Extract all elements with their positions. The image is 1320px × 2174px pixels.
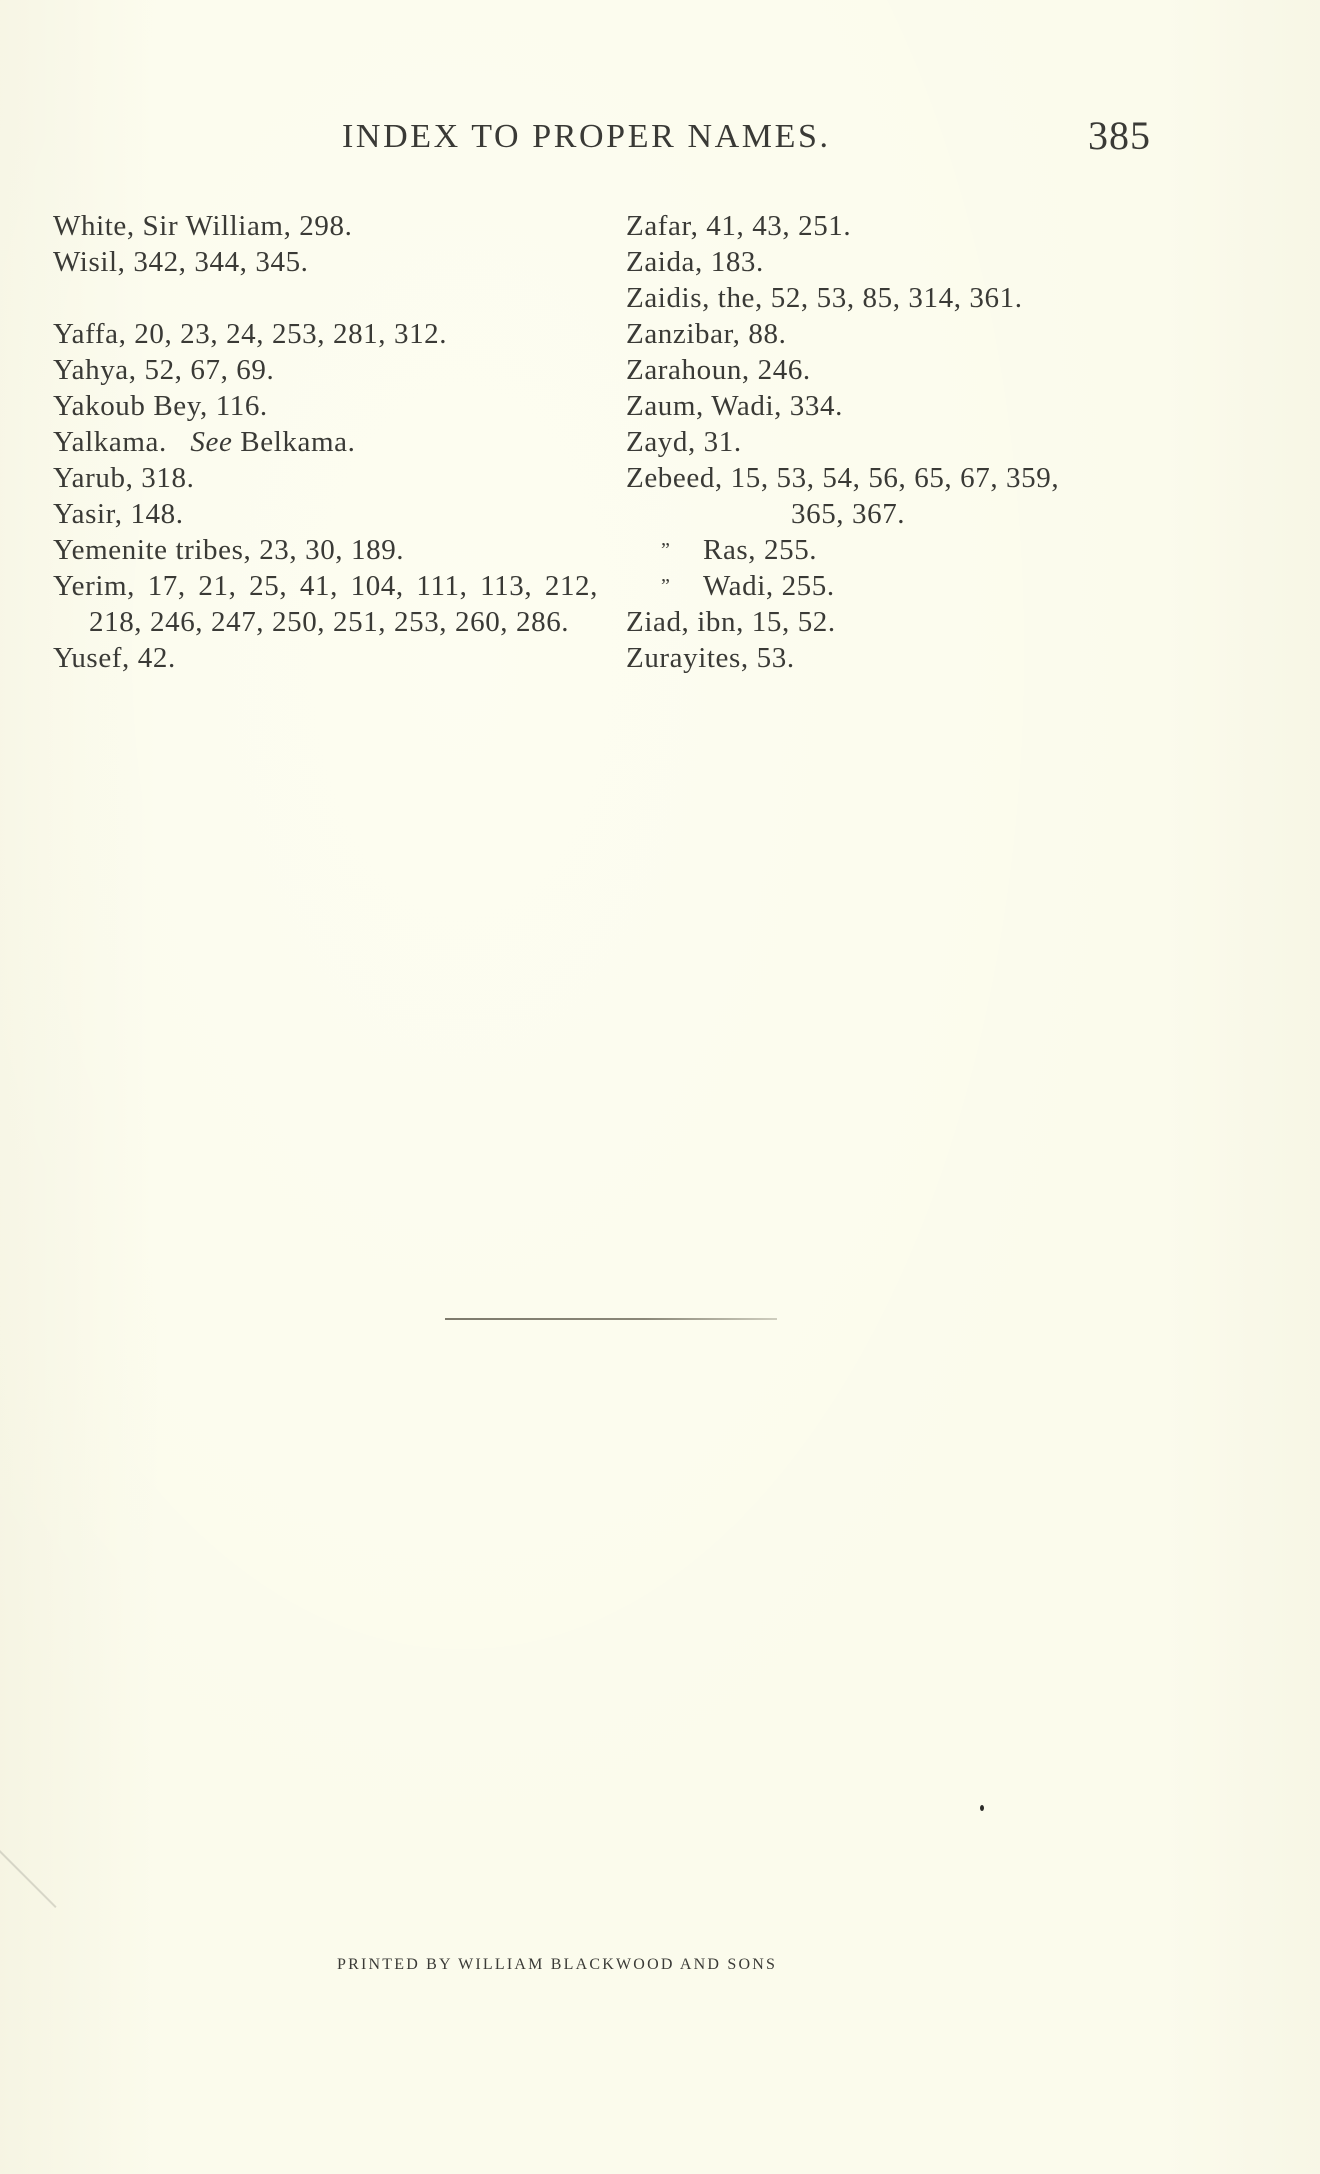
index-entry: Yaffa, 20, 23, 24, 253, 281, 312.: [53, 318, 448, 350]
page-smudge: [0, 1850, 57, 1908]
page-title: INDEX TO PROPER NAMES.: [342, 118, 831, 155]
page-number: 385: [1088, 113, 1151, 158]
index-entry: Yemenite tribes, 23, 30, 189.: [53, 534, 405, 566]
ditto-mark: ”: [661, 539, 671, 561]
see-reference-label: See: [190, 426, 233, 458]
index-entry: Yahya, 52, 67, 69.: [53, 354, 275, 386]
see-reference-target: Belkama.: [240, 426, 356, 458]
index-entry: Yusef, 42.: [53, 642, 176, 674]
index-entry: White, Sir William, 298.: [53, 210, 353, 242]
subentry-text: Ras, 255.: [703, 534, 818, 566]
index-entry: [626, 460, 1168, 532]
index-entry-continuation: 365, 367.: [791, 498, 906, 530]
index-subentry: [626, 532, 1168, 568]
index-entry-line: Zebeed, 15, 53, 54, 56, 65, 67, 359,: [626, 462, 1060, 494]
index-entry: Yasir, 148.: [53, 498, 184, 530]
index-entry: Zayd, 31.: [626, 426, 742, 458]
ditto-mark: ”: [661, 575, 671, 597]
index-entry: Zaum, Wadi, 334.: [626, 390, 843, 422]
index-subentry: [626, 568, 1168, 604]
index-heading: Yalkama.: [53, 426, 167, 458]
index-entry: Zurayites, 53.: [626, 642, 795, 674]
end-rule: [445, 1318, 777, 1320]
printer-imprint: PRINTED BY WILLIAM BLACKWOOD AND SONS: [337, 1956, 778, 1973]
index-entry-cross-reference: [53, 424, 598, 460]
index-entry: Ziad, ibn, 15, 52.: [626, 606, 836, 638]
index-entry: Zaidis, the, 52, 53, 85, 314, 361.: [626, 282, 1023, 314]
index-entry: Zafar, 41, 43, 251.: [626, 210, 852, 242]
index-entry: Yarub, 318.: [53, 462, 195, 494]
index-entry: Zanzibar, 88.: [626, 318, 787, 350]
index-entry: Wisil, 342, 344, 345.: [53, 246, 309, 278]
index-entry: Zaida, 183.: [626, 246, 764, 278]
ink-speck: [980, 1805, 984, 1811]
index-entry: Zarahoun, 246.: [626, 354, 811, 386]
subentry-text: Wadi, 255.: [703, 570, 835, 602]
index-entry: Yakoub Bey, 116.: [53, 390, 268, 422]
running-head: [0, 113, 1320, 158]
index-entry: Yerim, 17, 21, 25, 41, 104, 111, 113, 212, 218, 246, 247, 250, 251, 253, 260, 286.: [53, 570, 598, 638]
index-column-right: [626, 208, 1168, 676]
index-column-left: [53, 208, 598, 676]
